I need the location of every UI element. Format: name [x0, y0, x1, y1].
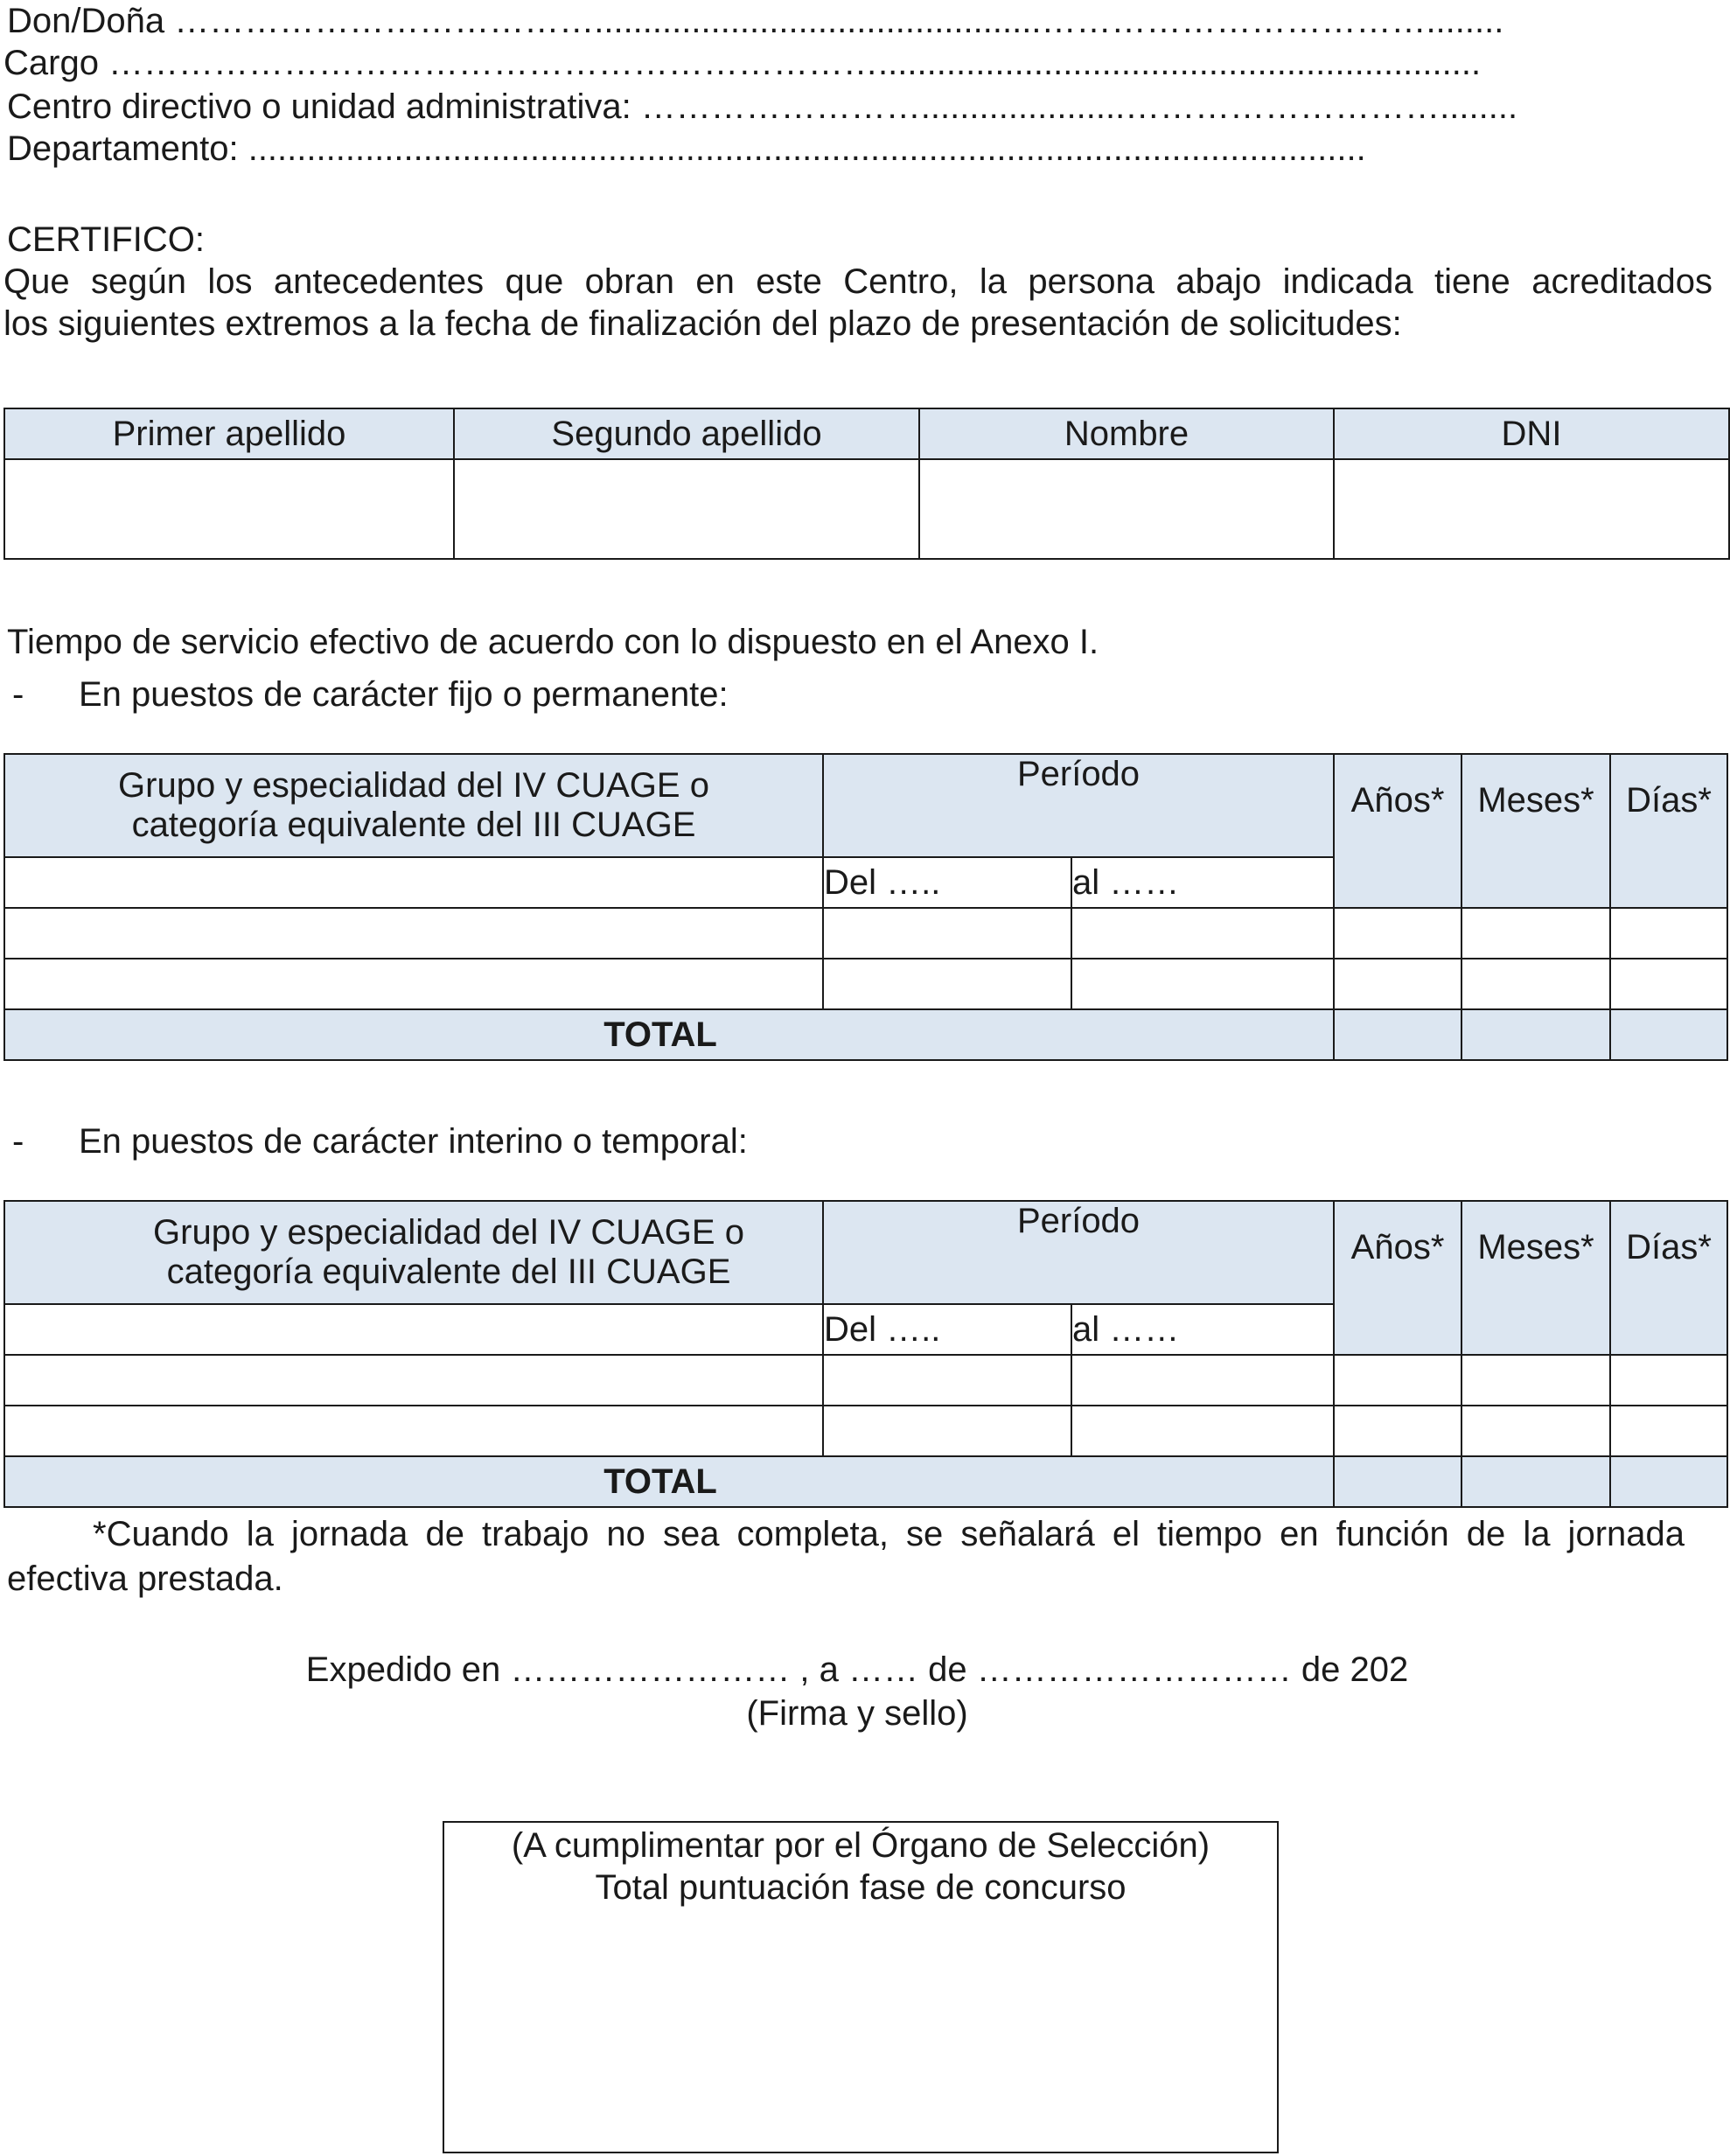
dash-marker: - — [12, 1122, 24, 1161]
period-from-input[interactable] — [823, 908, 1071, 959]
period-from-input[interactable] — [823, 1355, 1071, 1406]
period-from[interactable]: Del ….. — [823, 1304, 1071, 1355]
group-input[interactable] — [4, 1406, 823, 1456]
years-input[interactable] — [1334, 1406, 1461, 1456]
total-years-input[interactable] — [1334, 1456, 1461, 1507]
months-input[interactable] — [1461, 1406, 1610, 1456]
header-dni: DNI — [1334, 408, 1729, 459]
group-input[interactable] — [4, 1304, 823, 1355]
days-input[interactable] — [1610, 959, 1727, 1009]
period-to[interactable]: al …… — [1071, 1304, 1334, 1355]
service-table-temporary — [3, 1200, 1728, 1508]
days-header: Días* — [1610, 754, 1727, 908]
years-input[interactable] — [1334, 959, 1461, 1009]
days-input[interactable] — [1610, 1406, 1727, 1456]
service-table-permanent — [3, 753, 1728, 1061]
header-segundo-apellido: Segundo apellido — [454, 408, 919, 459]
certifico-text-line2: los siguientes extremos a la fecha de finalización del plazo de presentación de solicitudes: — [3, 304, 1402, 343]
total-months-input[interactable] — [1461, 1456, 1610, 1507]
group-input[interactable] — [4, 857, 823, 908]
header-nombre: Nombre — [919, 408, 1334, 459]
years-input[interactable] — [1334, 908, 1461, 959]
years-header: Años* — [1334, 754, 1461, 908]
period-to[interactable]: al …… — [1071, 857, 1334, 908]
header-primer-apellido: Primer apellido — [4, 408, 454, 459]
footnote-line1: *Cuando la jornada de trabajo no sea completa, se señalará el tiempo en función de la jornada — [93, 1515, 1685, 1553]
selection-box-line2: Total puntuación fase de concurso — [595, 1868, 1127, 1907]
period-header: Período — [823, 1201, 1334, 1304]
years-input[interactable] — [1334, 1355, 1461, 1406]
firma-sello: (Firma y sello) — [746, 1694, 968, 1733]
person-table — [3, 408, 1730, 560]
section2-bullet — [12, 1120, 887, 1162]
period-to-input[interactable] — [1071, 1355, 1334, 1406]
period-from[interactable]: Del ….. — [823, 857, 1071, 908]
field-centro-directivo[interactable]: Centro directivo o unidad administrativa: …………………….....................………………………........ — [7, 87, 1518, 126]
months-header: Meses* — [1461, 1201, 1610, 1355]
period-from-input[interactable] — [823, 959, 1071, 1009]
months-input[interactable] — [1461, 1355, 1610, 1406]
period-to-input[interactable] — [1071, 908, 1334, 959]
total-label: TOTAL — [4, 1456, 1334, 1507]
group-header-line1: Grupo y especialidad del IV CUAGE o — [153, 1213, 744, 1252]
group-header-line2: categoría equivalente del III CUAGE — [166, 1252, 731, 1291]
days-header: Días* — [1610, 1201, 1727, 1355]
total-months-input[interactable] — [1461, 1009, 1610, 1060]
group-header — [4, 754, 823, 857]
total-days-input[interactable] — [1610, 1009, 1727, 1060]
section1-bullet — [12, 673, 887, 715]
service-intro: Tiempo de servicio efectivo de acuerdo con lo dispuesto en el Anexo I. — [7, 623, 1099, 661]
period-to-input[interactable] — [1071, 959, 1334, 1009]
days-input[interactable] — [1610, 1355, 1727, 1406]
months-input[interactable] — [1461, 959, 1610, 1009]
input-dni[interactable] — [1334, 459, 1729, 559]
input-nombre[interactable] — [919, 459, 1334, 559]
days-input[interactable] — [1610, 908, 1727, 959]
certifico-text-line1: Que según los antecedentes que obran en este Centro, la persona abajo indicada tiene acreditados — [3, 262, 1713, 301]
period-from-input[interactable] — [823, 1406, 1071, 1456]
section2-title: En puestos de carácter interino o temporal: — [79, 1122, 748, 1161]
section1-title: En puestos de carácter fijo o permanente: — [79, 675, 729, 714]
months-input[interactable] — [1461, 908, 1610, 959]
period-header: Período — [823, 754, 1334, 857]
group-input[interactable] — [4, 1355, 823, 1406]
certifico-heading: CERTIFICO: — [7, 220, 205, 259]
group-header-line1: Grupo y especialidad del IV CUAGE o — [118, 766, 709, 805]
total-days-input[interactable] — [1610, 1456, 1727, 1507]
input-primer-apellido[interactable] — [4, 459, 454, 559]
total-label: TOTAL — [4, 1009, 1334, 1060]
field-cargo[interactable]: Cargo ………………………………………………………….............................................................. — [3, 44, 1482, 82]
field-don-dona[interactable]: Don/Doña ………………………………..............................................……………………………........ — [7, 2, 1504, 40]
selection-box-line1: (A cumplimentar por el Órgano de Selección) — [511, 1826, 1210, 1865]
dash-marker: - — [12, 675, 24, 714]
group-input[interactable] — [4, 908, 823, 959]
field-departamento[interactable]: Departamento: ................................................................................................................... — [7, 129, 1366, 168]
selection-score-box[interactable] — [443, 1821, 1279, 2153]
group-header — [4, 1201, 823, 1304]
total-years-input[interactable] — [1334, 1009, 1461, 1060]
period-to-input[interactable] — [1071, 1406, 1334, 1456]
footnote-line2: efectiva prestada. — [7, 1559, 283, 1598]
group-header-line2: categoría equivalente del III CUAGE — [131, 806, 696, 844]
months-header: Meses* — [1461, 754, 1610, 908]
years-header: Años* — [1334, 1201, 1461, 1355]
expedido-line[interactable]: Expedido en …………………… , a …… de ……………………… de 202 — [305, 1650, 1409, 1689]
input-segundo-apellido[interactable] — [454, 459, 919, 559]
group-input[interactable] — [4, 959, 823, 1009]
